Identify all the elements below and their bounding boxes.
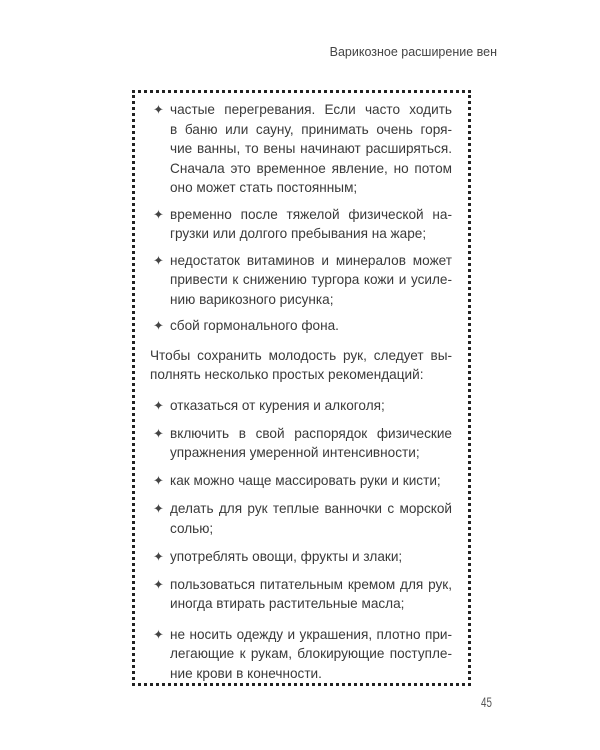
list-item [150,316,452,336]
star-bullet-icon: ✦ [153,473,164,488]
text-line: как можно чаще массировать руки и кисти; [170,473,441,488]
text-line: в баню или сауну, принимать очень горя- [170,121,452,137]
text-line: недостаток витаминов и минералов может [170,252,452,268]
text-line: нию варикозного рисунка; [170,291,334,307]
text-line: Чтобы сохранить молодость рук, следует вы- [150,347,452,363]
list-item [150,575,452,614]
list-item [150,100,452,198]
text-line: упражнения умеренной интенсивности; [170,445,420,460]
text-line: сбой гормонального фона. [170,318,339,333]
text-line: грузки или долгого пребывания на жаре; [170,226,427,241]
text-line: чие ванны, то вены начинают расширяться. [170,141,452,156]
text-line: отказаться от курения и алкоголя; [170,397,385,413]
star-bullet-icon: ✦ [153,501,164,516]
symptom-list [150,100,452,336]
list-item [150,625,452,684]
star-bullet-icon: ✦ [153,397,164,413]
star-bullet-icon: ✦ [153,252,164,268]
text-line: употреблять овощи, фрукты и злаки; [170,548,403,564]
star-bullet-icon: ✦ [153,576,164,592]
text-line: включить в свой распорядок физические [170,425,452,441]
list-item [150,471,452,491]
star-bullet-icon: ✦ [153,206,164,222]
list-item [150,424,452,463]
text-line: Сначала это временное явление, но потом [170,160,452,176]
star-bullet-icon: ✦ [153,626,164,642]
running-header: Варикозное расширение вен [329,45,497,59]
text-line: солью; [170,520,214,536]
star-bullet-icon: ✦ [153,548,164,564]
page-number: 45 [481,694,492,710]
text-line: ние крови в конечности. [170,665,322,681]
list-item [150,251,452,310]
text-line: частые перегревания. Если часто ходить [170,102,452,117]
text-line: иногда втирать растительные масла; [170,596,405,611]
text-line: легающие к рукам, блокирующие поступле- [170,646,452,661]
list-item [150,396,452,416]
list-item [150,205,452,244]
list-item [150,499,452,538]
text-line: делать для рук теплые ванночки с морской [170,501,452,516]
star-bullet-icon: ✦ [153,425,164,441]
recommendation-list [150,396,452,684]
text-line: оно может стать постоянным; [170,180,358,195]
list-item [150,547,452,567]
boxed-content [150,100,452,692]
text-line: полнять несколько простых рекомендаций: [150,367,424,382]
star-bullet-icon: ✦ [153,102,164,117]
intro-paragraph [150,346,452,385]
text-line: не носить одежду и украшения, плотно при- [170,626,452,642]
text-line: привести к снижению тургора кожи и усиле- [170,272,452,287]
star-bullet-icon: ✦ [153,318,164,333]
text-line: пользоваться питательным кремом для рук, [170,576,452,592]
text-line: временно после тяжелой физической на- [170,206,452,222]
